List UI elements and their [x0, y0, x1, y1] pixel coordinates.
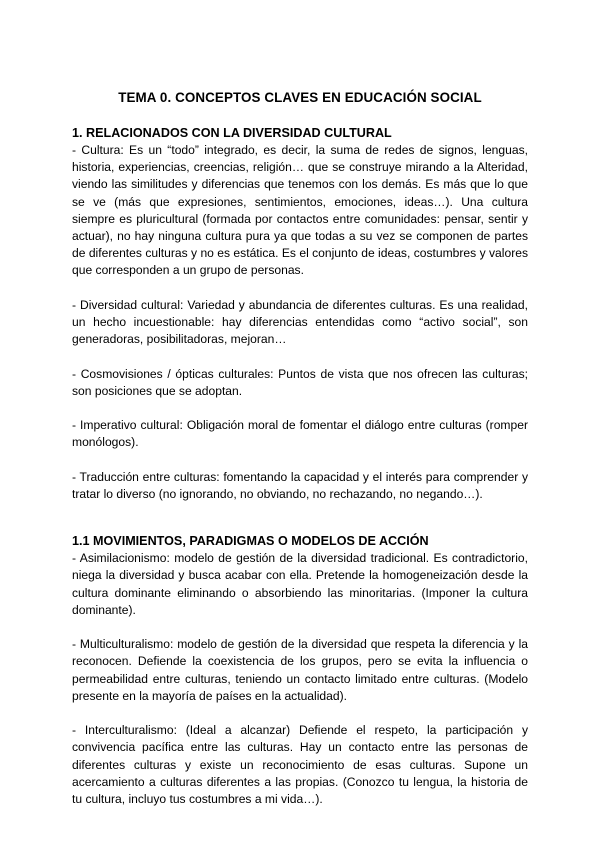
paragraph-multiculturalismo: - Multiculturalismo: modelo de gestión de la diversidad que respeta la diferencia y la reconocen. Defiende la coexistencia de los grupos, pero se evita la influencia o permeabilidad entre culturas, teniendo un contacto limitado entre culturas. (Modelo presente en la mayoría de países en la actualidad). — [72, 637, 528, 703]
spacer — [72, 452, 528, 469]
spacer — [72, 619, 528, 636]
paragraph-asimilacionismo: - Asimilacionismo: modelo de gestión de la diversidad tradicional. Es contradictorio, niega la diversidad y busca acabar con ella. Pretende la homogeneización desde la cultura dominante eliminando o absorbiendo las minoritarias. (Imponer la cultura dominante). — [72, 551, 528, 617]
paragraph-traduccion-culturas: - Traducción entre culturas: fomentando la capacidad y el interés para comprender y tratar lo diverso (no ignorando, no obviando, no rechazando, no negando…). — [72, 469, 528, 501]
spacer — [72, 280, 528, 297]
paragraph-interculturalismo: - Interculturalismo: (Ideal a alcanzar) Defiende el respeto, la participación y convivencia pacífica entre las culturas. Hay un contacto entre las personas de diferentes culturas y existe un reconocimiento de esas culturas. Supone un acercamiento a culturas diferentes a las propias. (Conozco tu lengua, la historia de tu cultura, incluyo tus costumbres a mi vida…). — [72, 723, 528, 807]
document-title: TEMA 0. CONCEPTOS CLAVES EN EDUCACIÓN SOCIAL — [118, 90, 482, 105]
spacer — [72, 400, 528, 417]
paragraph-imperativo-cultural: - Imperativo cultural: Obligación moral de fomentar el diálogo entre culturas (romper monólogos). — [72, 418, 528, 450]
paragraph-diversidad-cultural: - Diversidad cultural: Variedad y abundancia de diferentes culturas. Es una realidad, un hecho incuestionable: hay diferencias entendidas como “activo social”, son generadoras, posibilitadoras, mejoran… — [72, 297, 528, 347]
paragraph-cultura: - Cultura: Es un “todo” integrado, es decir, la suma de redes de signos, lenguas, historia, experiencias, creencias, religión… que se construye mirando a la Alteridad, viendo las similitudes y diferencias que tenemos con los demás. Es más que lo que se ve (más que expresiones, sentimientos, emociones, ideas…). Una cultura siempre es pluricultural (formada por contactos entre comunidades: pensar, sentir y actuar), no hay ninguna cultura pura ya que todas a su vez se componen de partes de diferentes culturas y no es estática. Es el conjunto de ideas, costumbres y valores que corresponden a un grupo de personas. — [72, 143, 528, 278]
spacer — [72, 503, 528, 533]
spacer — [72, 705, 528, 722]
paragraph-cosmovisiones: - Cosmovisiones / ópticas culturales: Puntos de vista que nos ofrecen las culturas; son posiciones que se adoptan. — [72, 366, 528, 398]
section-heading-modelos-accion: 1.1 MOVIMIENTOS, PARADIGMAS O MODELOS DE ACCIÓN — [72, 534, 429, 549]
section-heading-diversidad-cultural: 1. RELACIONADOS CON LA DIVERSIDAD CULTURAL — [72, 126, 392, 140]
spacer — [72, 348, 528, 365]
